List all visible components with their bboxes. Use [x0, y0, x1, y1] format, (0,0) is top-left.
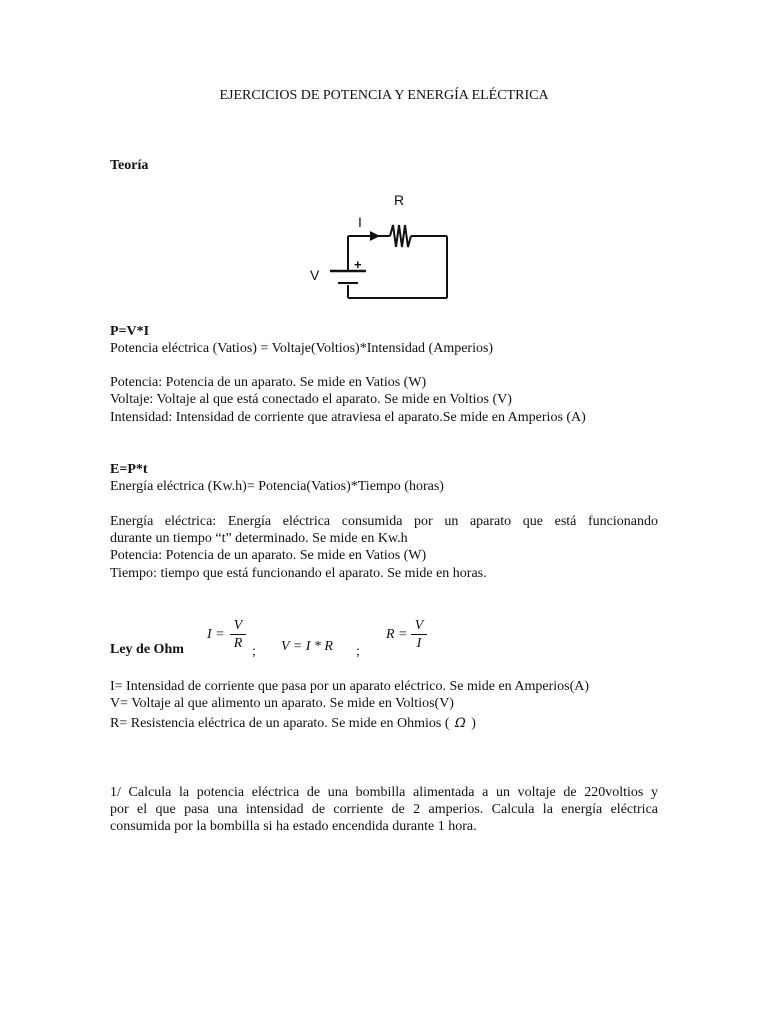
ohm-term-intensidad: I= Intensidad de corriente que pasa por un aparato eléctrico. Se mide en Amperios(A): [110, 679, 590, 694]
ohm-term-resistencia-text: R= Resistencia eléctrica de un aparato. Se mide en Ohmios (: [110, 716, 450, 731]
power-term-intensidad: Intensidad: Intensidad de corriente que atraviesa el aparato.Se mide en Amperios (A): [110, 410, 586, 425]
resistor-label: R: [394, 192, 405, 208]
power-definition: Potencia eléctrica (Vatios) = Voltaje(Voltios)*Intensidad (Amperios): [110, 341, 494, 356]
energy-term-line1: Energía eléctrica: Energía eléctrica consumida por un aparato que está funcionando: [110, 514, 658, 529]
ohm-formula-2: V = I * R: [281, 639, 333, 654]
resistor-symbol: [390, 225, 411, 247]
exercise-line2: por el que pasa una intensidad de corriente de 2 amperios. Calcula la energía eléctrica: [110, 802, 658, 817]
circuit-diagram: [300, 185, 460, 305]
energy-definition: Energía eléctrica (Kw.h)= Potencia(Vatios)*Tiempo (horas): [110, 479, 444, 494]
ohm-formula-1-denominator: R: [233, 636, 243, 651]
ohm-formula-3-fraction: [411, 617, 427, 652]
exercise-line1: 1/ Calcula la potencia eléctrica de una bombilla alimentada a un voltaje de 220voltios y: [110, 785, 658, 800]
ohm-term-resistencia-close: ): [471, 716, 476, 731]
ohm-formula-3-denominator: I: [416, 636, 422, 651]
omega-symbol: Ω: [455, 716, 466, 731]
document-title: EJERCICIOS DE POTENCIA Y ENERGÍA ELÉCTRICA: [219, 88, 549, 103]
ohm-formula-3-numerator: V: [411, 617, 427, 635]
energy-term-tiempo: Tiempo: tiempo que está funcionando el aparato. Se mide en horas.: [110, 566, 487, 581]
current-arrow-icon: [370, 231, 380, 241]
ohm-term-resistencia: [110, 715, 476, 732]
ohm-formula-1-fraction: [230, 617, 246, 652]
ohm-formula-3-lhs: R =: [386, 627, 408, 642]
power-formula: P=V*I: [110, 324, 150, 339]
energy-term-line2: durante un tiempo “t” determinado. Se mide en Kw.h: [110, 531, 408, 546]
voltage-label: V: [310, 267, 320, 283]
ohm-separator-1: ;: [252, 644, 256, 659]
ohm-formula-1-lhs: I =: [207, 627, 225, 642]
energy-formula: E=P*t: [110, 462, 148, 477]
battery-plus-label: +: [354, 257, 362, 272]
power-term-potencia: Potencia: Potencia de un aparato. Se mide en Vatios (W): [110, 375, 427, 390]
exercise-line3: consumida por la bombilla si ha estado encendida durante 1 hora.: [110, 819, 477, 834]
power-term-voltaje: Voltaje: Voltaje al que está conectado el aparato. Se mide en Voltios (V): [110, 392, 512, 407]
ohm-heading: Ley de Ohm: [110, 642, 184, 657]
ohm-term-voltaje: V= Voltaje al que alimento un aparato. Se mide en Voltios(V): [110, 696, 454, 711]
current-label: I: [358, 214, 362, 230]
ohm-formula-1-numerator: V: [230, 617, 246, 635]
energy-term-potencia: Potencia: Potencia de un aparato. Se mide en Vatios (W): [110, 548, 427, 563]
ohm-separator-2: ;: [356, 644, 360, 659]
theory-heading: Teoría: [110, 158, 149, 173]
